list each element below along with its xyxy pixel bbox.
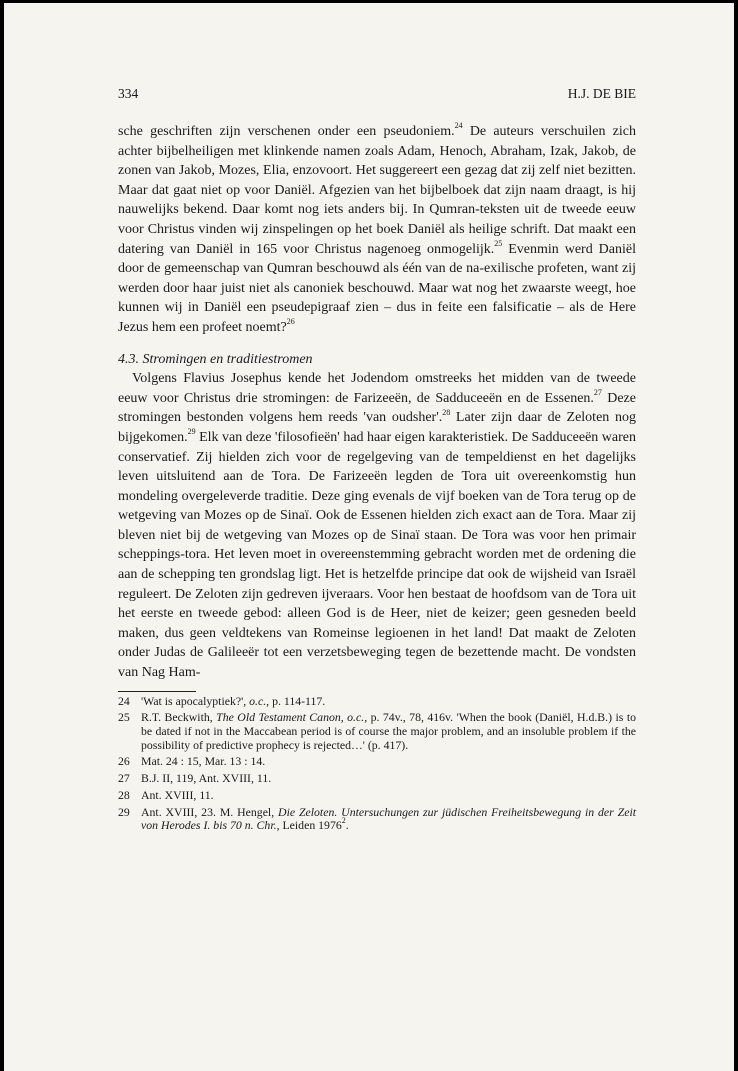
footnote-number: 26 xyxy=(118,754,130,769)
footnote-25 xyxy=(118,711,636,752)
footnote-28 xyxy=(118,789,636,803)
footnote-ref-27: 27 xyxy=(593,388,602,398)
text-span: Ant. XVIII, 23. M. Hengel, xyxy=(141,804,279,819)
footnote-text xyxy=(141,806,636,833)
footnote-number: 29 xyxy=(118,804,130,819)
footnote-number: 28 xyxy=(118,787,130,802)
text-span: , p. 74v., 78, 416v. 'When the book (Daniël, H.d.B.) is to be dated if not in the Maccabean period is of course the major problem, and an insoluble problem if the possibility of predictive prophecy is rejected…' (p. 417). xyxy=(141,710,636,752)
footnote-divider xyxy=(118,691,196,692)
text-span: Evenmin werd Daniël door de gemeenschap van Qumran beschouwd als één van de na-exilische profeten, want zij werden door haar juist niet als canoniek beschouwd. Maar wat nog het zwaarste weegt, hoe kunnen wij in Daniël een pseudepigraaf zien – dus in feite een falsificatie – als de Here Jezus hem een profeet noemt? xyxy=(118,241,636,335)
page-number: 334 xyxy=(118,86,139,101)
text-span: Later zijn daar de Zeloten nog bijgekomen. xyxy=(118,410,636,445)
text-span: Elk van deze 'filosofieën' had haar eigen karakteristiek. De Sadduceeën waren conservatief. Zij hielden zich voor de regelgeving van de tempeldienst en het dagelijks leven uitsluitend aan de Tora. De Farizeeën legden de Tora uit overeenkomstig hun mondeling overgeleverde traditie. Deze ging evenals de vijf boeken van de Tora terug op de wetgeving van Mozes op de Sinaï. Ook de Essenen hielden zich exact aan de Tora. Maar zij bleven niet bij de wetgeving van Mozes op de Sinaï staan. De Tora was voor hen primair scheppings-tora. Het leven moet in overeenstemming gebracht worden met de ordening die aan de schepping ten grondslag ligt. Het is hetzelfde principe dat ook de wijsheid van Israël reguleert. De Zeloten zijn gedreven ijveraars. Voor hen bestaat de hoofdsom van de Tora uit het eerste en tweede gebod: alleen God is de Heer, niet de keizer; geen gesneden beeld maken, dus geen veldtekens van Romeinse legioenen in het land! Dat maakt de Zeloten onder Judas de Galileeër tot een verzetsbeweging tegen de bezettende macht. De vondsten van Nag Ham- xyxy=(118,429,637,681)
footnote-ref-26: 26 xyxy=(286,317,295,327)
footnote-ref-24: 24 xyxy=(454,121,463,131)
footnotes xyxy=(118,695,636,833)
footnote-number: 24 xyxy=(118,693,130,708)
document-page xyxy=(4,3,734,1071)
footnote-text xyxy=(141,695,636,709)
footnote-ref-28: 28 xyxy=(442,407,451,417)
section-heading: 4.3. Stromingen en traditiestromen xyxy=(118,351,313,367)
text-span: Volgens Flavius Josephus kende het Jodendom omstreeks het midden van de tweede eeuw voor Christus drie stromingen: de Farizeeën, de Sadduceeën en de Essenen. xyxy=(118,371,636,406)
page-content xyxy=(118,85,636,836)
edition-superscript: 2 xyxy=(341,816,346,826)
text-span: . xyxy=(345,818,349,833)
footnote-text: Ant. XVIII, 11. xyxy=(141,787,214,802)
footnote-24 xyxy=(118,695,636,709)
text-span: Deze stromingen bestonden volgens hem reeds 'van oudsher'. xyxy=(118,390,636,426)
footnote-29 xyxy=(118,806,636,833)
footnote-27 xyxy=(118,772,636,786)
text-span: sche geschriften zijn verschenen onder een pseudoniem. xyxy=(118,124,455,139)
footnote-26 xyxy=(118,755,636,769)
text-span: , Leiden 1976 xyxy=(276,818,342,833)
footnote-number: 27 xyxy=(118,771,130,786)
footnote-text xyxy=(141,711,636,752)
italic-text: o.c. xyxy=(249,693,267,708)
italic-text: Die Zeloten. Untersuchungen zur jüdischen Freiheitsbewegung in der Zeit von Herodes I. bis 70 n. Chr. xyxy=(141,804,636,833)
text-span: R.T. Beckwith, xyxy=(141,710,217,725)
italic-text: The Old Testament Canon, o.c. xyxy=(216,710,365,725)
footnote-number: 25 xyxy=(118,710,130,725)
footnote-text: Mat. 24 : 15, Mar. 13 : 14. xyxy=(141,754,266,769)
text-span: , p. 114-117. xyxy=(266,693,326,708)
footnote-text: B.J. II, 119, Ant. XVIII, 11. xyxy=(141,771,272,786)
paragraph-stromingen xyxy=(118,369,636,683)
footnote-ref-29: 29 xyxy=(187,427,196,437)
running-header xyxy=(118,85,636,103)
running-title: H.J. DE BIE xyxy=(567,86,636,101)
text-span: De auteurs verschuilen zich achter bijbelheiligen met klinkende namen zoals Adam, Henoch, Abraham, Izak, Jakob, de zonen van Jakob, Mozes, Elia, enzovoort. Het suggereert een gezag dat zij zelf niet bezitten. Maar dat gaat niet op voor Daniël. Afgezien van het bijbelboek dat zijn naam draagt, is hij nauwelijks bekend. Daar komt nog iets anders bij. In Qumran-teksten uit de tweede eeuw voor Christus vinden wij zinspelingen op het boek Daniël als heilige schrift. Dat maakt een datering van Daniël in 165 voor Christus nagenoeg onmogelijk. xyxy=(118,124,636,257)
paragraph-pseudepigraphy xyxy=(118,122,636,338)
text-span: 'Wat is apocalyptiek?', xyxy=(141,693,250,708)
footnote-ref-25: 25 xyxy=(494,238,503,248)
